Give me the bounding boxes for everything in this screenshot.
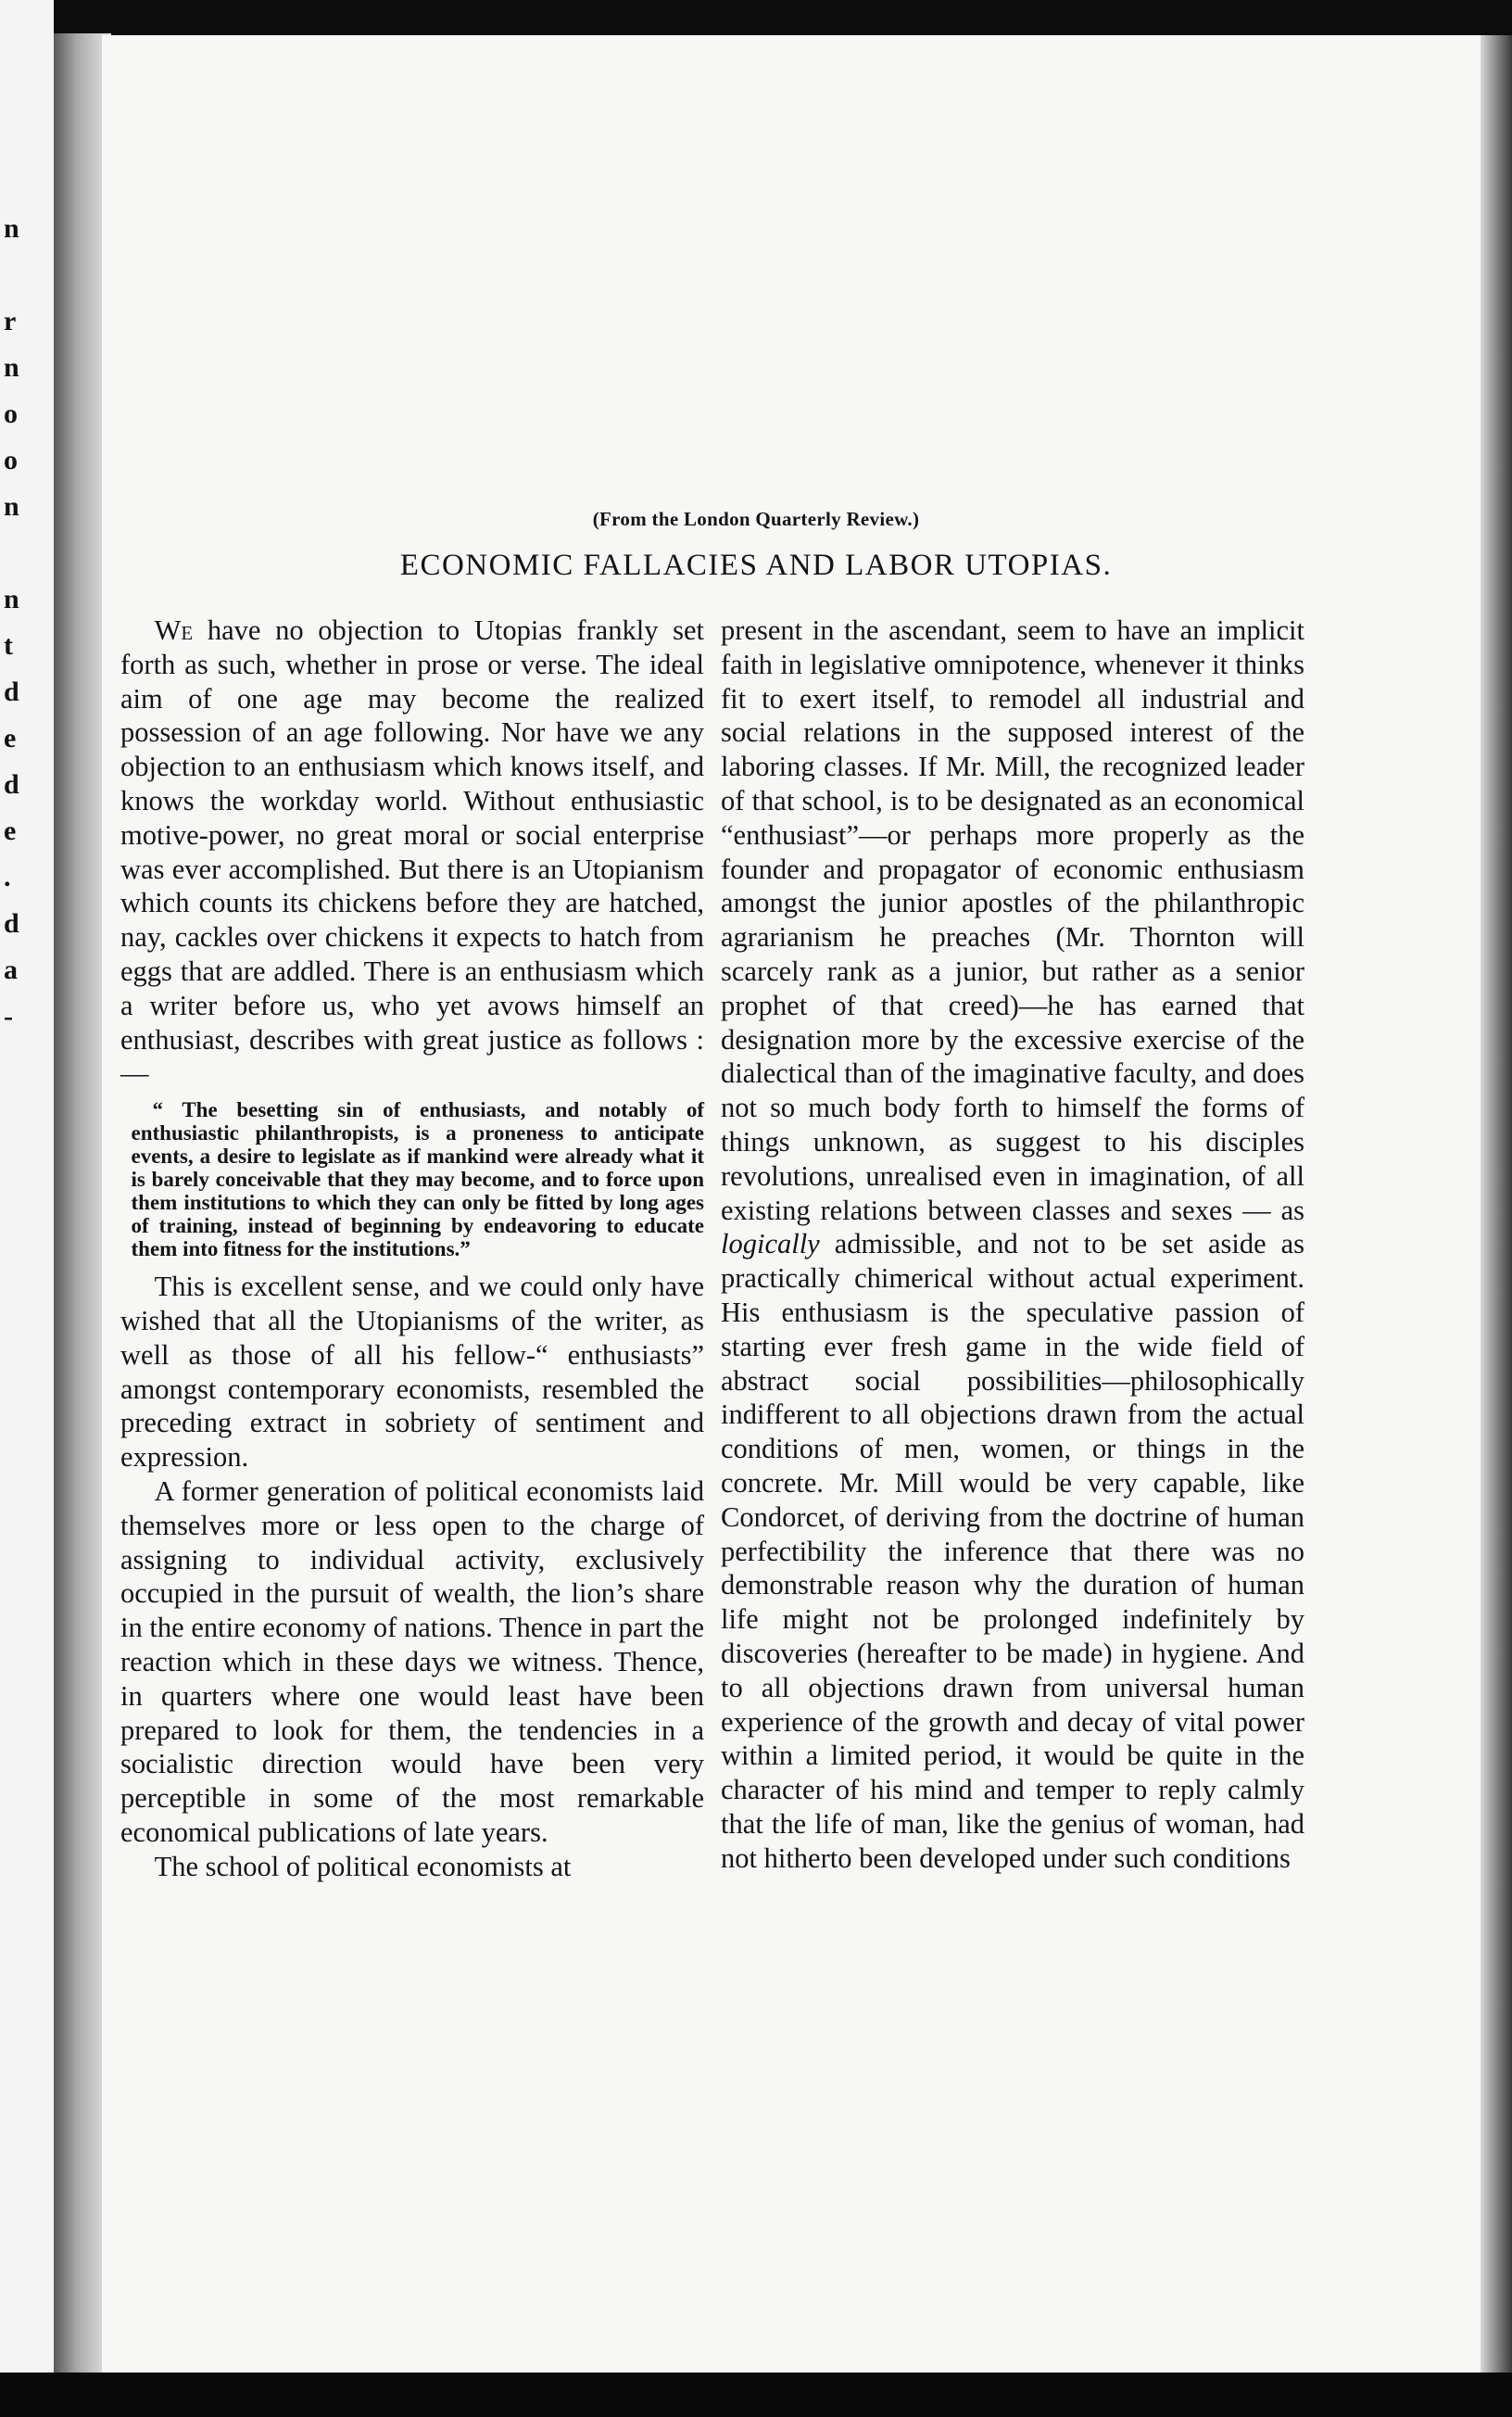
italic-word: logically	[721, 1228, 820, 1260]
margin-letter: d	[4, 769, 19, 800]
paragraph: The school of political economists at	[154, 1850, 572, 1882]
paragraph	[120, 614, 704, 1091]
article-title: ECONOMIC FALLACIES AND LABOR UTOPIAS.	[399, 549, 1113, 582]
margin-letter	[4, 252, 20, 298]
margin-letter: o	[4, 445, 18, 475]
margin-letter: n	[4, 584, 19, 614]
margin-letter: n	[4, 491, 19, 522]
margin-letter: n	[4, 213, 19, 244]
scan-border-left	[0, 0, 54, 2417]
margin-letter: d	[4, 908, 19, 939]
margin-letter: d	[4, 677, 19, 707]
right-column	[721, 614, 1304, 1875]
margin-letter: e	[4, 816, 17, 846]
paragraph-text: present in the ascendant, seem to have an implicit faith in legislative omnipotence, whenever it thinks fit to exert itself, to remodel all industrial and social relations in the supposed interest of the laboring classes. If Mr. Mill, the recognized leader of that school, is to be designated as an economical “enthusiast”—or perhaps more properly as the founder and propagator of economic enthusiasm amongst the junior apostles of the philanthropic agrarianism he preaches (Mr. Thornton will scarcely rank as a junior, but rather as a senior prophet of that creed)—he has earned that designation more by the excessive exercise of the dialectical than of the imaginative faculty, and does not so much body forth to himself the forms of things unknown, as suggest to his disciples revolutions, unrealised even in imagination, of all existing relations between classes and sexes — as	[721, 614, 1304, 1226]
margin-letter: a	[4, 955, 18, 985]
margin-letter: e	[4, 723, 17, 753]
margin-letter: n	[4, 352, 19, 383]
block-quote: “ The besetting sin of enthusiasts, and notably of enthusiastic philanthropists, is a proneness to anticipate events, a desire to legislate as if mankind were already what it is barely conceivable that they may become, and to force upon them institutions to which they can only be fitted by long ages of training, instead of beginning by endeavoring to educate them into fitness for the institutions.”	[131, 1098, 704, 1261]
drop-word: We	[154, 614, 194, 646]
source-line: (From the London Quarterly Review.)	[592, 508, 920, 530]
left-column	[120, 614, 704, 1884]
paragraph: This is excellent sense, and we could only have wished that all the Utopianisms of the writer, as well as those of all his fellow-“ enthusiasts” amongst contemporary economists, resembled the preceding extract in sobriety of sentiment and expression.	[120, 1271, 704, 1474]
paragraph	[721, 614, 1304, 1875]
paragraph-text: have no objection to Utopias frankly set forth as such, whether in prose or verse. The ideal aim of one age may become the realized possession of an age following. Nor have we any objection to an enthusiasm which knows itself, and knows the workday world. Without enthusiastic motive-power, no great moral or social enterprise was ever accomplished. But there is an Utopianism which counts its chickens before they are hatched, nay, cackles over chickens it expects to hatch from eggs that are addled. There is an enthusiasm which a writer before us, who yet avows himself an enthusiast, describes with great justice as follows :—	[120, 614, 704, 1090]
margin-letter: o	[4, 399, 18, 429]
scan-border-top	[0, 0, 1512, 37]
paragraph-text: admissible, and not to be set aside as practically chimerical without actual experiment. His enthusiasm is the speculative passion of starting ever fresh game in the wide field of abstract social possibilities—philosophically indifferent to all objections drawn from the actual conditions of men, women, or things in the concrete. Mr. Mill would be very capable, like Condorcet, of deriving from the doctrine of human perfectibility the inference that there was no demonstrable reason why the duration of human life might not be prolonged indefinitely by discoveries (hereafter to be made) in hygiene. And to all objections drawn from universal human experience of the growth and decay of vital power within a limited period, it would be quite in the character of his mind and temper to reply calmly that the life of man, like the genius of woman, had not hitherto been developed under such conditions	[721, 1228, 1304, 1874]
page-edge-shadow	[1480, 35, 1512, 2375]
scan-border-bottom	[0, 2373, 1512, 2417]
paragraph: A former generation of political economists laid themselves more or less open to the charge of assigning to individual activity, exclusively occupied in the pursuit of wealth, the lion’s share in the entire economy of nations. Thence in part the reaction which in these days we witness. Thence, in quarters where one would least have been prepared to look for them, the tendencies in a socialistic direction would have been very perceptible in some of the most remarkable economical publications of late years.	[120, 1474, 704, 1848]
adjacent-page-margin	[4, 206, 20, 1040]
margin-letter: -	[4, 1001, 13, 1031]
margin-letter: .	[4, 862, 11, 892]
margin-letter: t	[4, 630, 13, 661]
margin-letter: r	[4, 306, 17, 336]
